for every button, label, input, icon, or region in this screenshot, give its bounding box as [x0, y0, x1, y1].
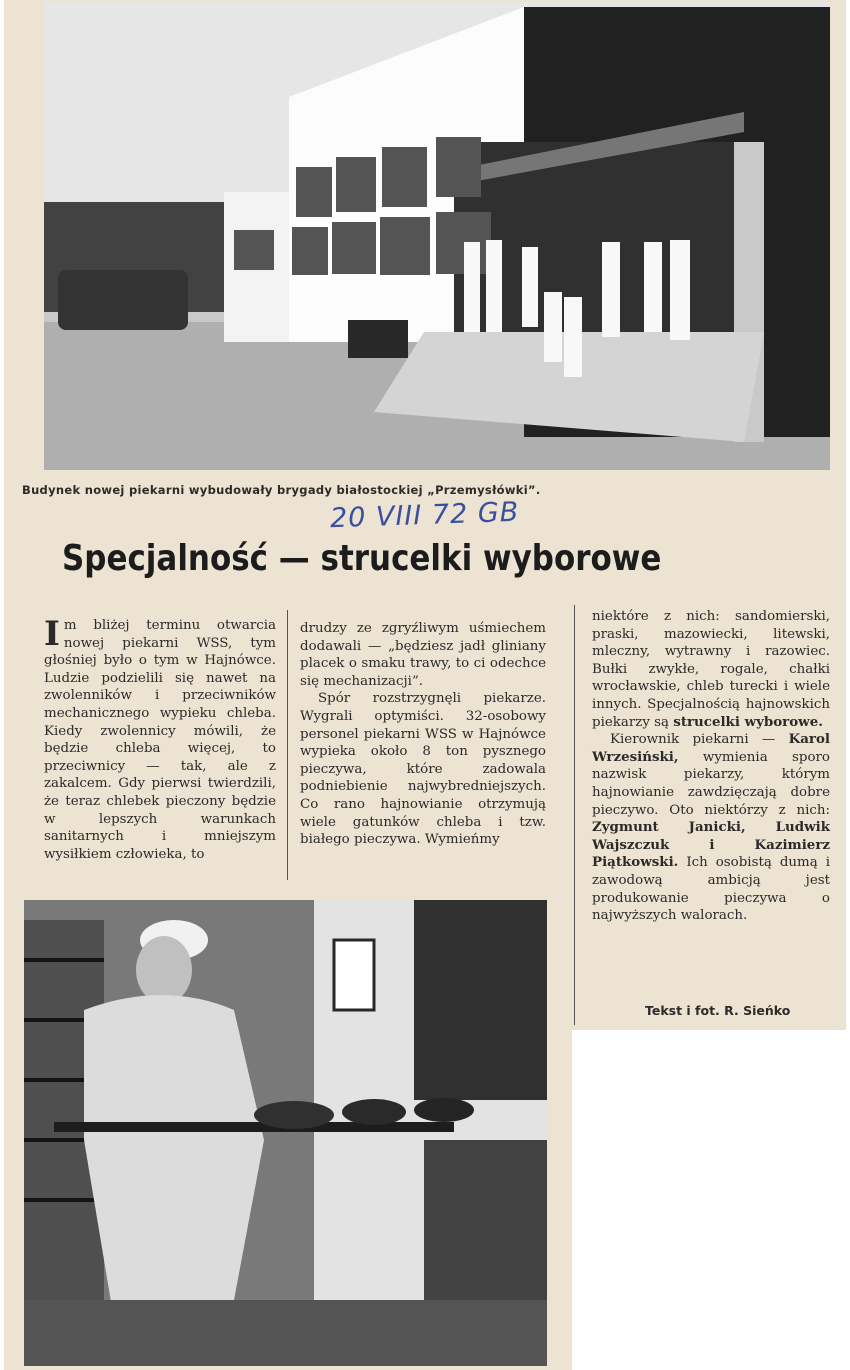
handwritten-date-note: 20 VIII 72 GB: [329, 496, 520, 535]
baker-names: Zygmunt Janicki, Ludwik Wajszczuk i Kazimierz Piątkowski.: [592, 819, 830, 871]
specialty-highlight: strucelki wyborowe.: [673, 713, 823, 730]
article-headline: Specjalność — strucelki wyborowe: [62, 538, 662, 579]
article-column-3: [592, 608, 830, 925]
column-3-text-b2: wymienia sporo nazwisk piekarzy, którym hajnowianie zawdzięczają dobre pieczywo. Oto niektórzy z nich:: [592, 749, 830, 818]
photo-caption: Budynek nowej piekarni wybudowały brygady białostockiej „Przemysłówki”.: [22, 483, 541, 497]
column-3-text-b1: Kierownik piekarni —: [610, 732, 776, 748]
column-2-text-a: drudzy ze zgryźliwym uśmiechem dodawali — „będziesz jadł gliniany placek o smaku trawy, to ci odechce się mechanizacji”.: [300, 621, 546, 689]
bakery-building-photo: [44, 2, 830, 470]
column-divider: [287, 610, 288, 880]
drop-cap: I: [44, 614, 60, 654]
manager-name: Karol Wrzesiński,: [592, 731, 830, 765]
article-column-2: [300, 620, 546, 849]
column-3-text-a: niektóre z nich: sandomierski, praski, mazowiecki, litewski, mleczny, wytrawny i razowiec. Bułki zwykłe, rogale, chałki wrocławskie, chleb turecki i wiele innych. Specjalnością hajnowskich piekarzy są: [592, 609, 830, 730]
column-1-text: m bliżej terminu otwarcia nowej piekarni WSS, tym głośniej było o tym w Hajnówce. Ludzie podzielili się nawet na zwolenników i przeciwników mechanicznego wypieku chleba. Kiedy zwolennicy mówili, że będzie chleba więcej, to przeciwnicy — tak, ale z zakalcem. Gdy pierwsi twierdzili, że teraz chlebek pieczony będzie w lepszych warunkach sanitarnych i mniejszym wysiłkiem człowieka, to: [44, 618, 276, 862]
column-2-text-b: Spór rozstrzygnęli piekarze. Wygrali optymiści. 32-osobowy personel piekarni WSS w Hajnówce wypieka około 8 ton pysznego pieczywa, które zadowala podniebienie najwybredniejszych. Co rano hajnowianie otrzymują wiele gatunków chleba i tzw. białego pieczywa. Wymieńmy: [300, 691, 546, 848]
author-credit: Tekst i fot. R. Sieńko: [645, 1003, 791, 1018]
baker-at-oven-photo: [24, 900, 547, 1366]
column-divider: [574, 605, 575, 1025]
column-3-text-b3: Ich osobistą dumą i zawodową ambicją jest produkowanie pieczywa o najwyższych walorach.: [592, 855, 830, 924]
article-column-1: [44, 614, 276, 863]
